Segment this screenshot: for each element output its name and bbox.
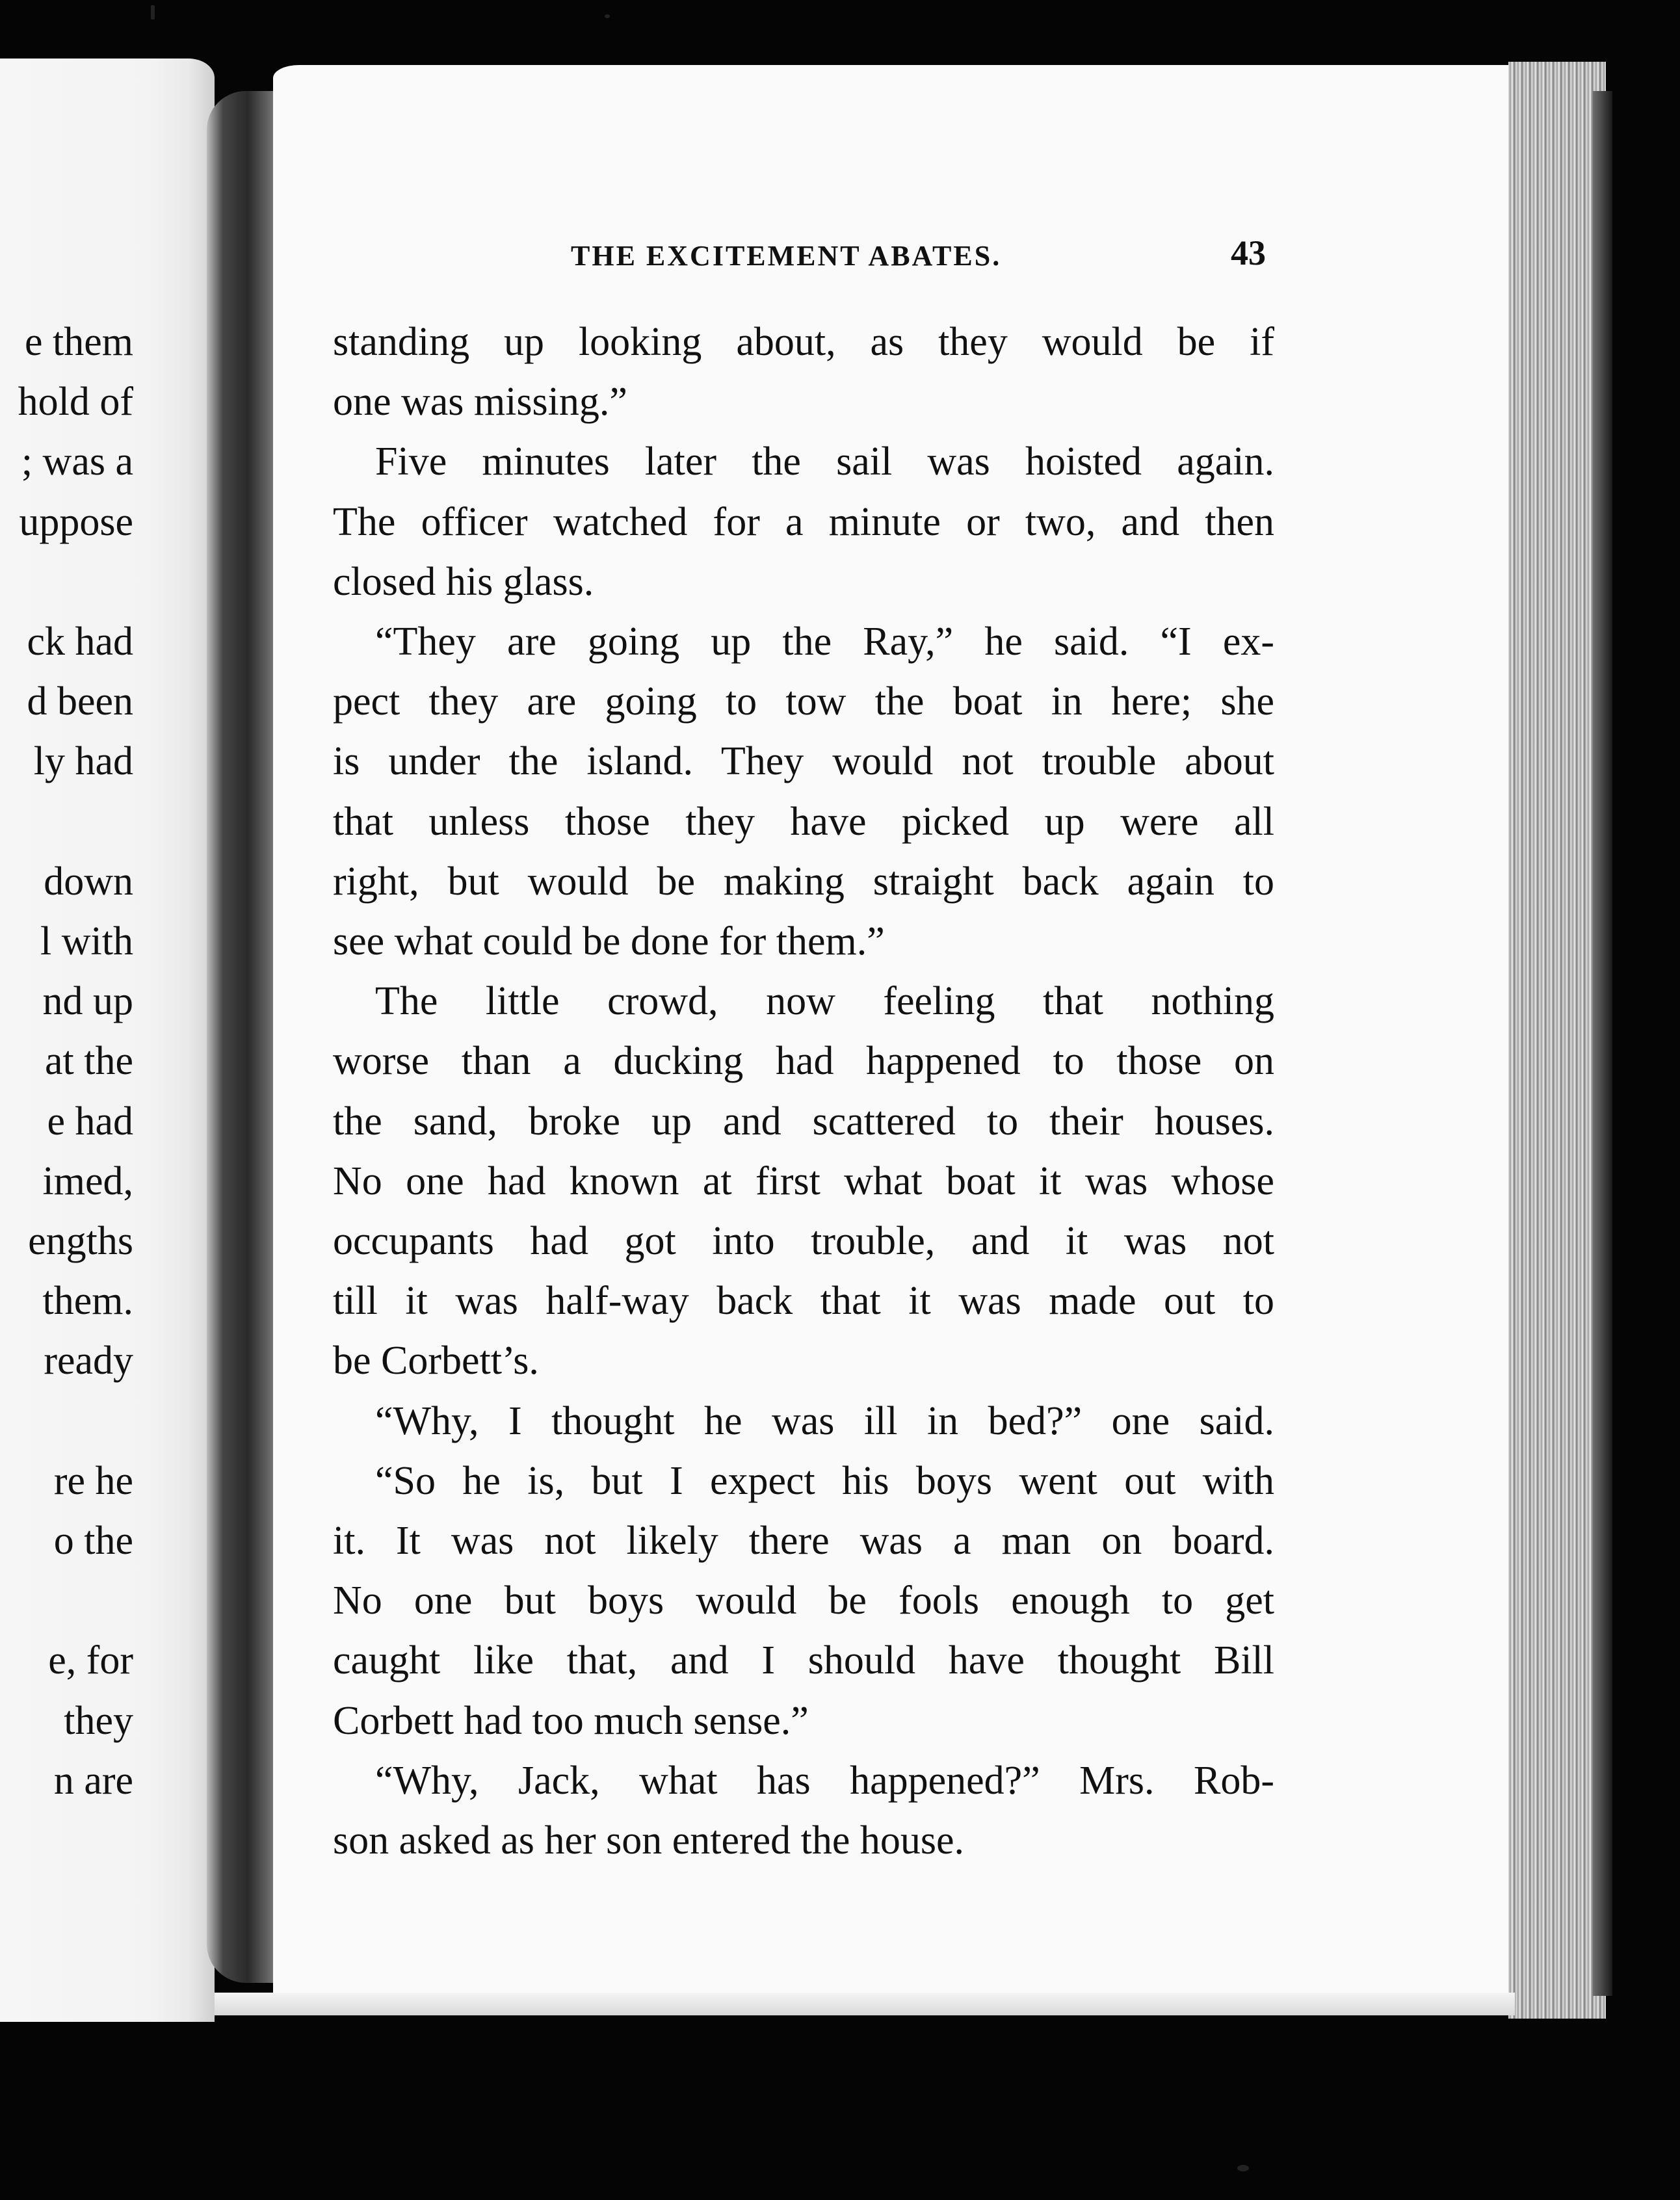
text-line: be Corbett’s. (333, 1339, 539, 1383)
left-page-line-fragment: d been (27, 679, 133, 724)
text-line: till it was half-way back that it was made out to (333, 1279, 1274, 1324)
left-page-line-fragment: at the (45, 1039, 133, 1084)
left-page-line-fragment: uppose (19, 499, 133, 544)
text-line: “Why, I thought he was ill in bed?” one said. (375, 1398, 1274, 1443)
text-line: occupants had got into trouble, and it was not (333, 1219, 1274, 1263)
text-line: right, but would be making straight back again to (333, 859, 1274, 904)
text-line: is under the island. They would not trouble about (333, 739, 1274, 784)
text-line: son asked as her son entered the house. (333, 1818, 965, 1863)
text-line: No one but boys would be fools enough to get (333, 1578, 1274, 1623)
text-line: that unless those they have picked up were all (333, 799, 1274, 844)
left-page-line-fragment: ready (44, 1339, 133, 1383)
left-page-line-fragment: imed, (42, 1159, 133, 1203)
left-page-line-fragment: them. (42, 1279, 133, 1324)
page-fore-edge (1508, 62, 1606, 2019)
scan-speck (151, 5, 155, 20)
text-line: pect they are going to tow the boat in here; she (333, 679, 1274, 724)
left-page-line-fragment: hold of (18, 380, 133, 425)
left-page-line-fragment: n are (53, 1758, 133, 1803)
text-line: standing up looking about, as they would be if (333, 320, 1274, 364)
text-line: caught like that, and I should have thought Bill (333, 1638, 1274, 1683)
left-page-line-fragment: re he (53, 1458, 133, 1503)
text-line: worse than a ducking had happened to those on (333, 1039, 1274, 1084)
left-page-line-fragment: nd up (42, 979, 133, 1024)
left-page-line-fragment: e, for (48, 1638, 133, 1683)
text-line: the sand, broke up and scattered to their houses. (333, 1099, 1274, 1144)
running-head: THE EXCITEMENT ABATES. (571, 240, 1002, 272)
text-line: Five minutes later the sail was hoisted again. (375, 439, 1274, 484)
left-page-line-fragment: e them (25, 320, 133, 364)
text-line: The little crowd, now feeling that nothing (375, 979, 1274, 1024)
left-page-line-fragment: they (64, 1698, 133, 1743)
text-line: Corbett had too much sense.” (333, 1698, 809, 1743)
left-page-line-fragment: down (44, 859, 133, 904)
scan-speck (605, 14, 610, 18)
text-line: The officer watched for a minute or two, and then (333, 499, 1274, 544)
left-page-line-fragment: ck had (27, 620, 133, 664)
left-page-line-fragment: l with (40, 919, 133, 963)
fore-edge-shadow (1593, 91, 1612, 1996)
left-page-line-fragment: e had (47, 1099, 133, 1144)
left-page-line-fragment: engths (28, 1219, 133, 1263)
page-bottom-shadow (215, 1993, 1515, 2015)
text-line: “So he is, but I expect his boys went out with (375, 1458, 1274, 1503)
text-line: closed his glass. (333, 559, 594, 604)
left-page-line-fragment: ly had (33, 739, 133, 784)
text-line: one was missing.” (333, 380, 627, 425)
text-line: “Why, Jack, what has happened?” Mrs. Rob- (375, 1758, 1274, 1803)
text-line: No one had known at first what boat it was whose (333, 1159, 1274, 1203)
left-page-line-fragment: o the (53, 1519, 133, 1563)
text-line: it. It was not likely there was a man on board. (333, 1519, 1274, 1563)
page-number: 43 (1231, 233, 1266, 272)
text-line: “They are going up the Ray,” he said. “I ex- (375, 620, 1274, 664)
text-line: see what could be done for them.” (333, 919, 885, 963)
scan-speck (1237, 2165, 1249, 2171)
left-page-line-fragment: ; was a (21, 439, 133, 484)
